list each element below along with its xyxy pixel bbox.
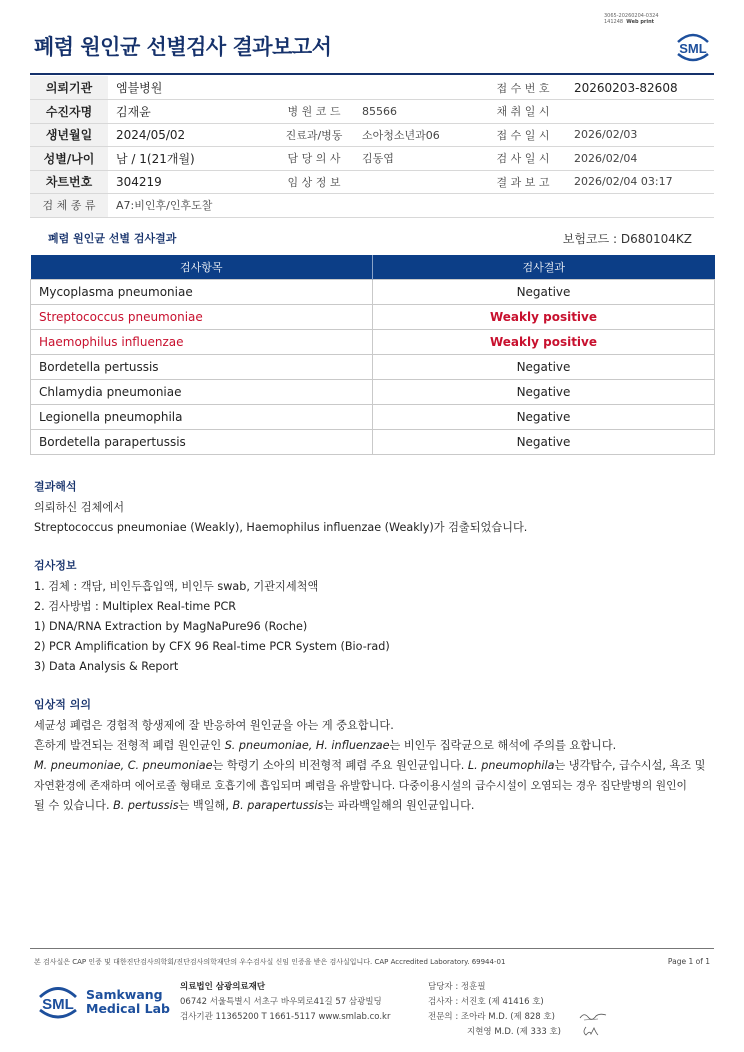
- birthdate-label: 생년월일: [30, 123, 108, 147]
- birthdate-value: 2024/05/02: [108, 123, 274, 147]
- test-result: Negative: [373, 429, 715, 454]
- table-row: [31, 404, 715, 429]
- svg-text:SML: SML: [42, 996, 74, 1013]
- interpretation-title: 결과해석: [34, 480, 77, 493]
- interpretation-line: 의뢰하신 검체에서: [34, 501, 125, 514]
- table-row: [31, 329, 715, 354]
- test-item: Bordetella pertussis: [31, 354, 373, 379]
- patient-name-label: 수진자명: [30, 100, 108, 124]
- table-row: [31, 304, 715, 329]
- test-info-line: 2. 검사방법 : Multiplex Real-time PCR: [34, 600, 237, 613]
- sml-logo-icon: [672, 26, 714, 66]
- svg-text:SML: SML: [679, 41, 707, 56]
- footer-rule: [30, 948, 714, 949]
- interpretation-section: [34, 478, 527, 538]
- info-row: [30, 76, 714, 100]
- test-date-value: 2026/02/04: [566, 147, 714, 171]
- test-item: Bordetella parapertussis: [31, 429, 373, 454]
- test-item: Streptococcus pneumoniae: [31, 304, 373, 329]
- info-row: [30, 100, 714, 124]
- certification-note: 본 검사실은 CAP 인증 및 대한진단검사의학회/진단검사의학재단의 우수검사실 신임 인증을 받은 검사실입니다. CAP Accredited Laboratory. 69944-01: [34, 958, 506, 966]
- insurance-code: 보험코드 : D680104KZ: [562, 232, 692, 246]
- receipt-date-value: 2026/02/03: [566, 123, 714, 147]
- specimen-type-label: 검 체 종 류: [30, 194, 108, 218]
- signature-icon: [578, 1024, 608, 1038]
- test-info-line: 1) DNA/RNA Extraction by MagNaPure96 (Roche): [34, 620, 308, 633]
- page-number: Page 1 of 1: [667, 957, 710, 966]
- test-result: Weakly positive: [373, 329, 715, 354]
- clinical-section: [34, 696, 724, 816]
- clinical-line: 세균성 폐렴은 경험적 항생제에 잘 반응하여 원인균을 아는 게 중요합니다.: [34, 719, 394, 732]
- document-code: 3065-20260204-0324 141248 Web print: [604, 13, 659, 25]
- table-row: [31, 429, 715, 454]
- info-row: [30, 123, 714, 147]
- requesting-org-value: 엠블병원: [108, 76, 480, 100]
- table-row: [31, 279, 715, 304]
- sex-age-value: 남 / 1(21개월): [108, 147, 274, 171]
- collection-date-value: [566, 100, 714, 124]
- report-date-label: 결 과 보 고: [480, 170, 566, 194]
- clinical-title: 임상적 의의: [34, 698, 91, 711]
- header-rule: [30, 73, 714, 75]
- department-label: 진료과/병동: [274, 123, 354, 147]
- report-date-value: 2026/02/04 03:17: [566, 170, 714, 194]
- clinical-line: M. pneumoniae, C. pneumoniae는 학령기 소아의 비전형적 폐렴 주요 원인균입니다. L. pneumophila는 냉각탑수, 급수시설, 욕조 및: [34, 759, 706, 772]
- test-date-label: 검 사 일 시: [480, 147, 566, 171]
- results-section-title: 폐렴 원인균 선별 검사결과: [48, 232, 177, 245]
- test-result: Negative: [373, 354, 715, 379]
- test-item: Chlamydia pneumoniae: [31, 379, 373, 404]
- test-result: Negative: [373, 404, 715, 429]
- hospital-code-label: 병 원 코 드: [274, 100, 354, 124]
- results-header-row: [31, 255, 715, 279]
- specimen-type-value: A7:비인후/인후도찰: [108, 194, 714, 218]
- patient-info-table: [30, 76, 714, 218]
- info-row: [30, 194, 714, 218]
- column-header-result: 검사결과: [373, 255, 715, 279]
- clinical-line: 될 수 있습니다. B. pertussis는 백일해, B. parapertussis는 파라백일해의 원인균입니다.: [34, 799, 475, 812]
- test-result: Negative: [373, 279, 715, 304]
- results-table: [30, 255, 715, 455]
- test-item: Legionella pneumophila: [31, 404, 373, 429]
- clinical-info-label: 임 상 정 보: [274, 170, 354, 194]
- receipt-number-value: 20260203-82608: [566, 76, 714, 100]
- test-result: Weakly positive: [373, 304, 715, 329]
- test-result: Negative: [373, 379, 715, 404]
- test-item: Haemophilus influenzae: [31, 329, 373, 354]
- sex-age-label: 성별/나이: [30, 147, 108, 171]
- hospital-code-value: 85566: [354, 100, 480, 124]
- info-row: [30, 147, 714, 171]
- test-info-line: 3) Data Analysis & Report: [34, 660, 179, 673]
- chart-number-label: 차트번호: [30, 170, 108, 194]
- table-row: [31, 379, 715, 404]
- physician-label: 담 당 의 사: [274, 147, 354, 171]
- patient-name-value: 김재윤: [108, 100, 274, 124]
- test-info-line: 1. 검체 : 객담, 비인두흡입액, 비인두 swab, 기관지세척액: [34, 580, 319, 593]
- signature-icon: [578, 1010, 608, 1024]
- footer-address: 의료법인 삼광의료재단 06742 서울특별시 서초구 바우뫼로41길 57 삼광빌딩 검사기관 11365200 T 1661-5117 www.smlab.co.kr: [180, 982, 391, 1022]
- info-row: [30, 170, 714, 194]
- table-row: [31, 354, 715, 379]
- interpretation-line: Streptococcus pneumoniae (Weakly), Haemophilus influenzae (Weakly)가 검출되었습니다.: [34, 521, 528, 534]
- clinical-line: 자연환경에 존재하며 에어로졸 형태로 호흡기에 흡입되며 폐렴을 유발합니다. 다중이용시설의 급수시설이 오염되는 경우 집단발병의 원인이: [34, 779, 687, 792]
- test-info-section: [34, 557, 390, 677]
- page-title: 폐렴 원인균 선별검사 결과보고서: [34, 35, 332, 59]
- sml-footer-logo-icon: [36, 980, 80, 1022]
- receipt-number-label: 접 수 번 호: [480, 76, 566, 100]
- department-value: 소아청소년과06: [354, 123, 480, 147]
- collection-date-label: 채 취 일 시: [480, 100, 566, 124]
- requesting-org-label: 의뢰기관: [30, 76, 108, 100]
- clinical-line: 흔하게 발견되는 전형적 폐렴 원인균인 S. pneumoniae, H. influenzae는 비인두 집락균으로 해석에 주의를 요합니다.: [34, 739, 617, 752]
- footer-staff: 담당자 : 정훈필 검사자 : 서진호 (제 41416 호) 전문의 : 조아라 M.D. (제 828 호) 지현영 M.D. (제 333 호): [428, 982, 562, 1037]
- test-info-title: 검사정보: [34, 559, 77, 572]
- column-header-item: 검사항목: [31, 255, 373, 279]
- clinical-info-value: [354, 170, 480, 194]
- footer-brand: Samkwang Medical Lab: [86, 987, 170, 1016]
- chart-number-value: 304219: [108, 170, 274, 194]
- physician-value: 김동엽: [354, 147, 480, 171]
- receipt-date-label: 접 수 일 시: [480, 123, 566, 147]
- test-item: Mycoplasma pneumoniae: [31, 279, 373, 304]
- test-info-line: 2) PCR Amplification by CFX 96 Real-time PCR System (Bio-rad): [34, 640, 390, 653]
